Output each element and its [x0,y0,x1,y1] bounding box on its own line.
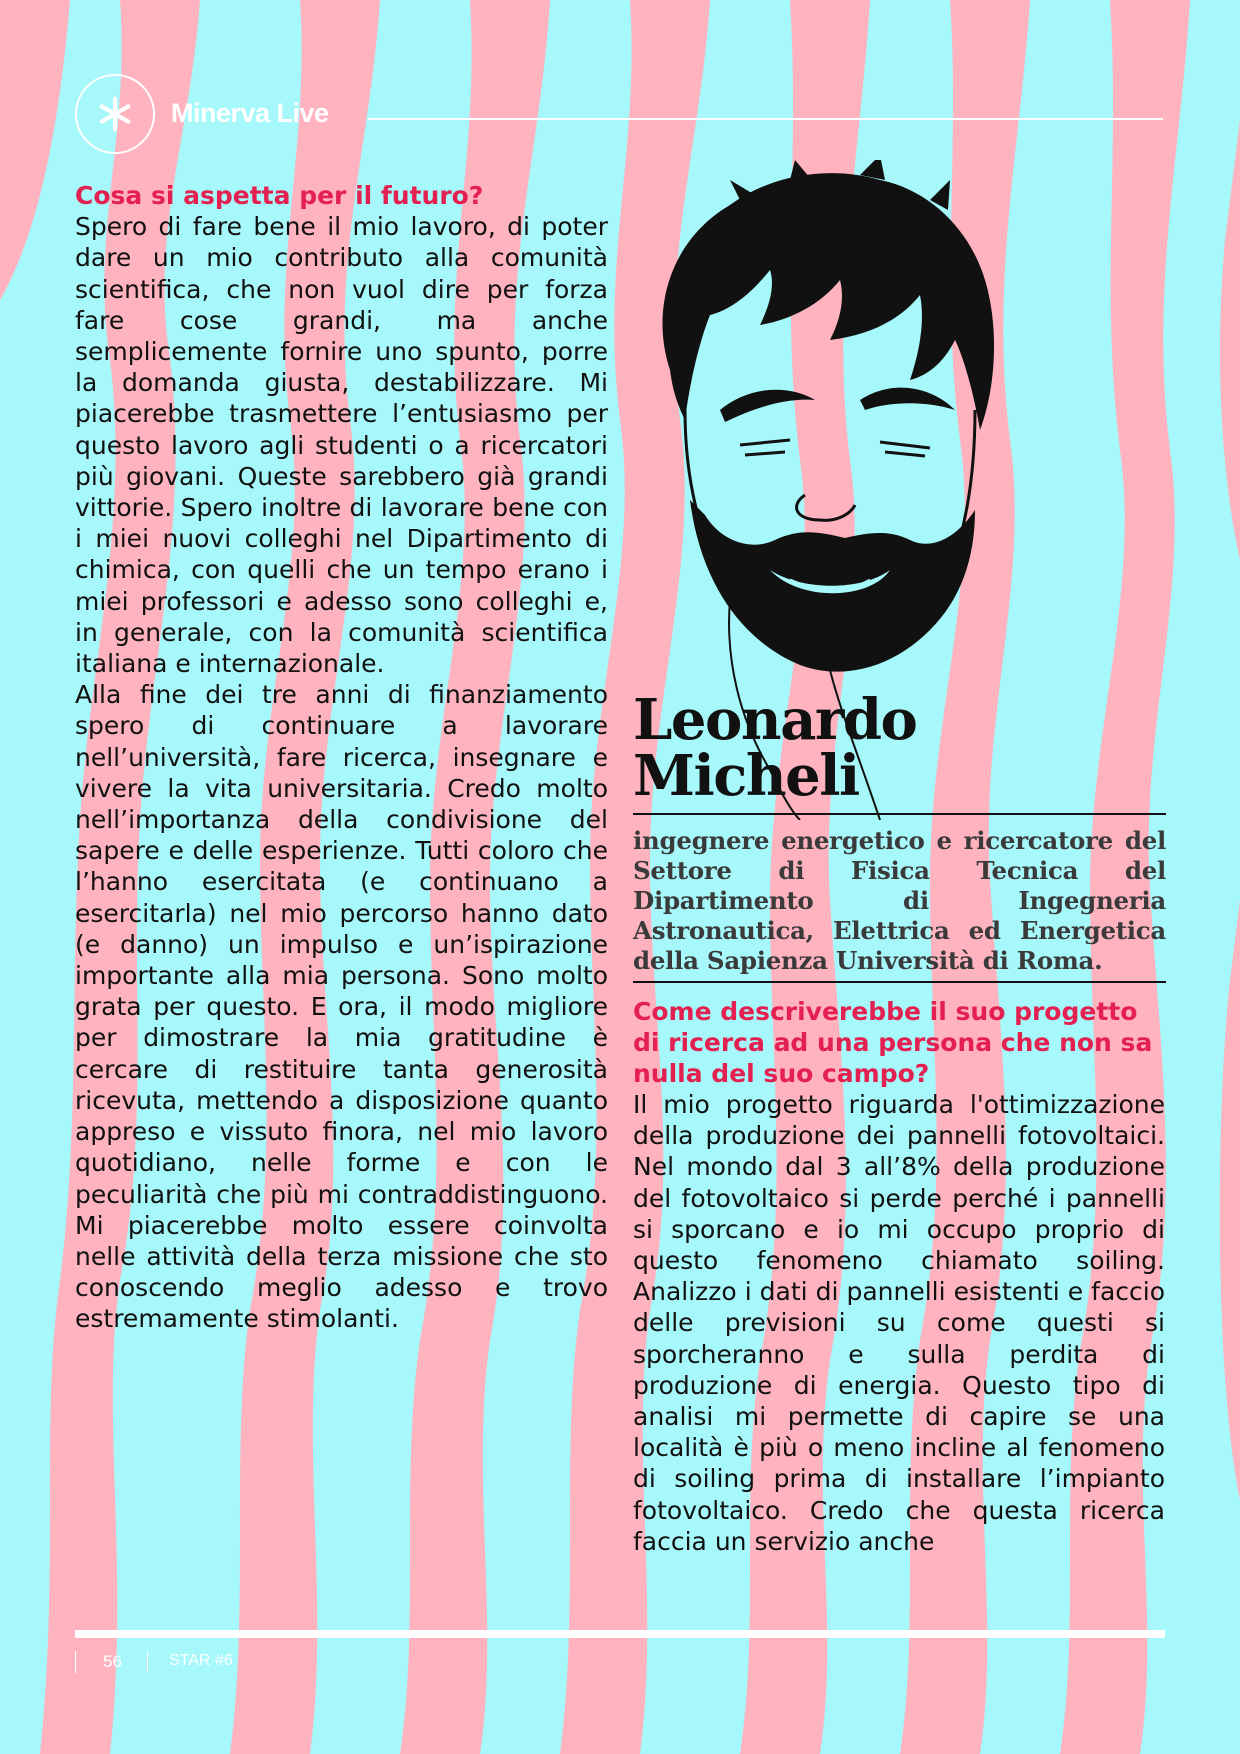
brand-title: Minerva Live [171,98,329,128]
right-paragraph: Il mio progetto riguarda l'ottimizzazione della produzione dei pannelli fotovoltaici. Nel mondo dal 3 all’8% della produzione del fotovoltaico si perde perché i pannelli si sporcano e io mi occupo proprio di questo fenomeno chiamato soiling. Analizzo i dati di pannelli esistenti e faccio delle previsioni su come questi si sporcheranno e sulla perdita di produzione di energia. Questo tipo di analisi mi permette di capire se una località è più o meno incline al fenomeno di soiling prima di installare l’impianto fotovoltaico. Credo che questa ricerca faccia un servizio anche [633,1090,1165,1556]
right-question: Come descriverebbe il suo progetto di ricerca ad una persona che non sa nulla del suo campo? [633,997,1153,1089]
profile-rule-bottom [633,981,1166,983]
left-paragraph-1: Spero di fare bene il mio lavoro, di poter dare un mio contributo alla comunità scientifica, che non vuol dire per forza fare cose grandi, ma anche semplicemente fornire uno spunto, porre la domanda giusta, destabilizzare. Mi piacerebbe trasmettere l’entusiasmo per questo lavoro agli studenti o a ricercatori più giovani. Queste sarebbero già grandi vittorie. Spero inoltre di lavorare bene con i miei nuovi colleghi nel Dipartimento di chimica, con quelli che un tempo erano i miei professori e adesso sono colleghi e, in generale, con la comunità scientifica italiana e internazionale. [75,212,608,679]
first-name: Leonardo [633,687,917,753]
profile-rule-top [633,813,1166,815]
person-role: ingegnere energetico e ricercatore del Settore di Fisica Tecnica del Dipartimento di Ingegneria Astronautica, Elettrica ed Energetica della Sapienza Università di Roma. [633,826,1166,975]
issue-label: STAR #6 [169,1652,233,1669]
left-question: Cosa si aspetta per il futuro? [75,181,484,210]
logo-circle [75,74,155,154]
footer-divider [147,1651,148,1673]
left-paragraph-2: Alla fine dei tre anni di finanziamento spero di continuare a lavorare nell’università, fare ricerca, insegnare e vivere la vita universitaria. Credo molto nell’importanza della condivisione del sapere e delle esperienze. Tutti coloro che l’hanno esercitata (e continuano a esercitarla) nel mio percorso hanno dato (e danno) un impulso e un’ispirazione importante alla mia persona. Sono molto grata per questo. E ora, il modo migliore per dimostrare la mia gratitudine è cercare di restituire tanta generosità ricevuta, mettendo a disposizione quanto appreso e vissuto finora, nel mio lavoro quotidiano, nelle forme e con le peculiarità che più mi contraddistinguono. Mi piacerebbe molto essere coinvolta nelle attività della terza missione che sto conoscendo meglio adesso e trovo estremamente stimolanti. [75,680,608,1334]
person-name [633,687,917,809]
header-rule [368,118,1163,120]
footer-bar [75,1630,1165,1638]
last-name: Micheli [633,743,859,809]
page-number: 56 [103,1652,122,1671]
asterisk-icon [77,76,153,152]
footer-divider [75,1651,76,1673]
left-column [75,180,608,1335]
right-column [633,1089,1165,1557]
